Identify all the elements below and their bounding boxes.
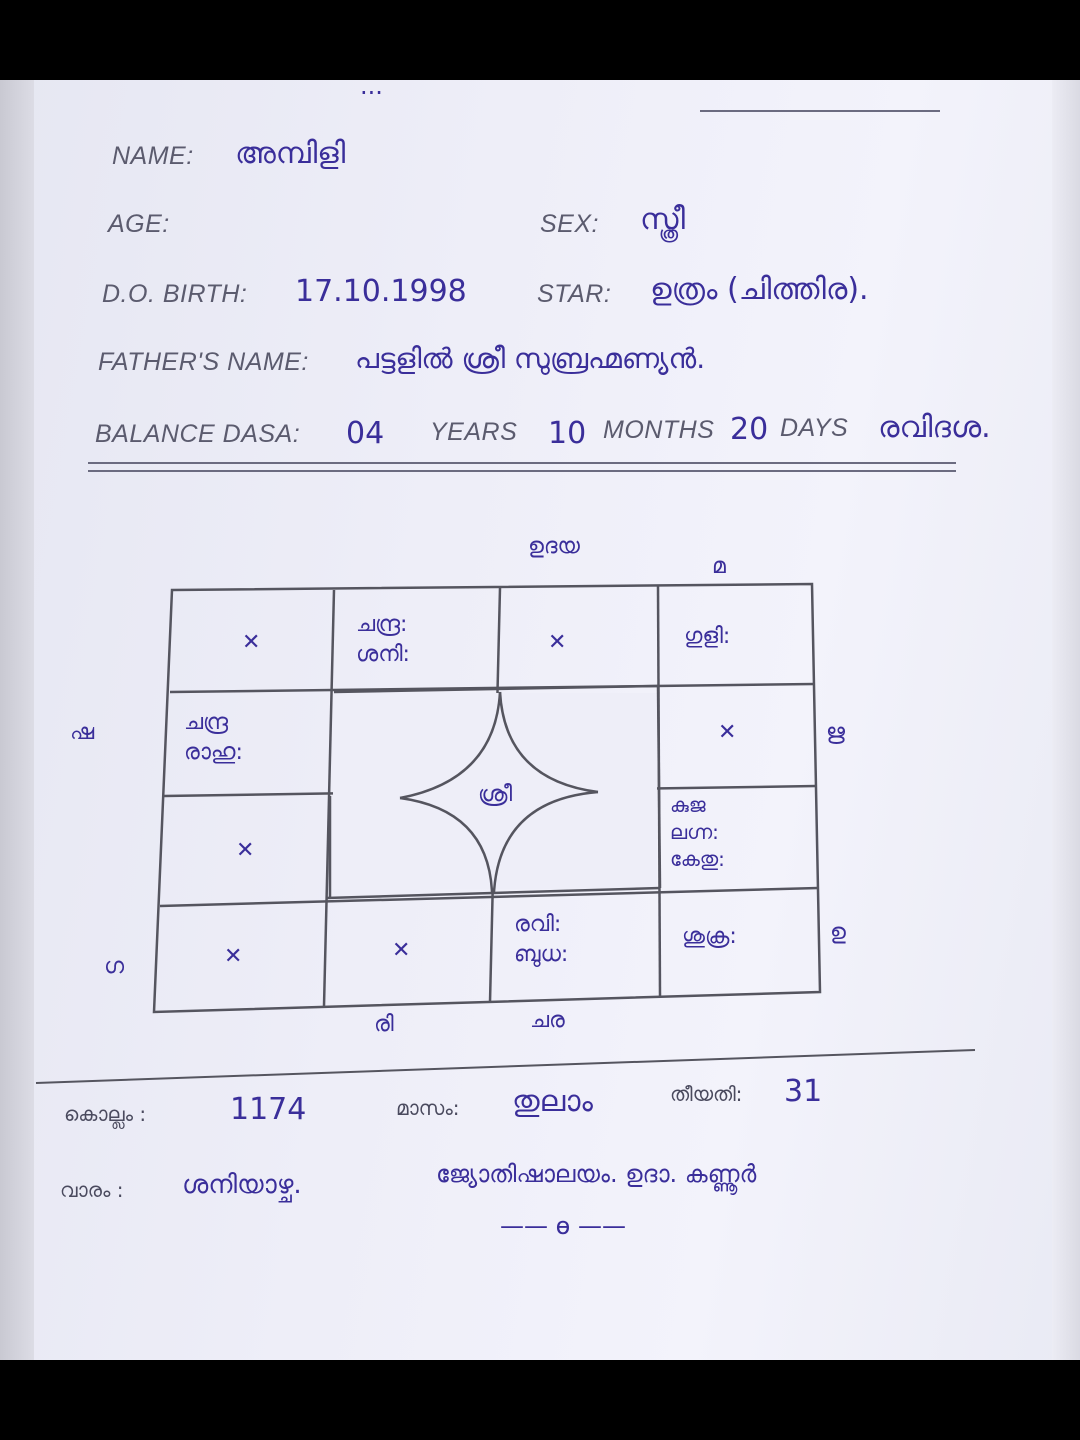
days-label: DAYS: [780, 414, 849, 442]
chart-cell-r2c1: ചന്ദ്ര രാഹു:: [184, 710, 243, 765]
dob-value: 17.10.1998: [295, 274, 467, 309]
chart-cell-r2c4: ✕: [718, 720, 737, 745]
chart-cell-r4c1: ✕: [224, 944, 243, 969]
header-scribble: ...: [360, 80, 383, 100]
dasa-label: BALANCE DASA:: [95, 420, 301, 448]
chart-outer-bottom1: രി: [374, 1012, 394, 1037]
chart-cell-r1c3: ✕: [548, 630, 567, 655]
chart-outer-top1: ഉദയ: [528, 534, 580, 559]
chart-h-line-3: [160, 888, 818, 906]
chart-outer-top2: മ: [712, 554, 726, 579]
extra-value: ജ്യോതിഷാലയം. ഉദാ. കണ്ണൂർ: [436, 1160, 757, 1188]
name-label: NAME:: [112, 142, 194, 170]
chart-outer-right-bottom: ഉ: [830, 920, 846, 945]
masam-value: തുലാം: [512, 1084, 593, 1119]
dob-label: D.O. BIRTH:: [102, 280, 248, 308]
age-label: AGE:: [108, 210, 170, 238]
chart-cell-r3c4: കുജ ലഗ്ന: കേതു:: [670, 793, 725, 871]
thiyathi-label: തീയതി:: [670, 1082, 743, 1106]
dasa-years: 04: [346, 416, 385, 451]
chart-outer-bottom2: ചര: [530, 1008, 565, 1033]
chart-outer-right-mid: ഋ: [826, 720, 846, 745]
chart-cell-r4c3: രവി: ബുധ:: [514, 912, 569, 967]
name-value: അമ്പിളി: [235, 136, 346, 171]
father-label: FATHER'S NAME:: [98, 348, 309, 376]
thiyathi-value: 31: [784, 1074, 823, 1109]
chart-cell-r4c2: ✕: [392, 938, 411, 963]
chart-cell-r3c1: ✕: [236, 838, 255, 863]
star-value: ഉത്രം (ചിത്തിര).: [650, 272, 869, 307]
kollam-label: കൊല്ലം :: [64, 1102, 147, 1126]
document-photo: [0, 80, 1080, 1360]
divider-bottom: [36, 1050, 975, 1083]
chart-cell-r4c4: ശുക്ര:: [682, 924, 737, 949]
star-label: STAR:: [537, 280, 612, 308]
varam-value: ശനിയാഴ്ച.: [182, 1170, 302, 1200]
masam-label: മാസം:: [396, 1096, 460, 1120]
chart-cell-r1c2: ചന്ദ്ര: ശനി:: [356, 612, 410, 667]
kollam-value: 1174: [230, 1092, 307, 1127]
chart-cell-r1c1: ✕: [242, 630, 261, 655]
months-label: MONTHS: [603, 416, 715, 444]
dasa-days: 20: [730, 412, 769, 447]
chart-outer-left-bottom: ഗ: [104, 954, 125, 979]
varam-label: വാരം :: [60, 1178, 124, 1202]
years-label: YEARS: [430, 418, 518, 446]
chart-outer-left-mid: ഷ: [70, 720, 95, 745]
father-value: പട്ടളിൽ ശ്രീ സുബ്രഹ്മണ്യൻ.: [355, 342, 706, 375]
dasa-planet: രവിദശ.: [878, 410, 991, 445]
sex-value: സ്ത്രീ: [640, 202, 685, 237]
chart-cell-r1c4: ഗുളി:: [684, 624, 731, 649]
chart-center-label: ശ്രീ: [478, 782, 513, 807]
sex-label: SEX:: [540, 210, 599, 238]
signature-scribble: —— ɵ ——: [500, 1212, 626, 1240]
dasa-months: 10: [548, 416, 587, 451]
